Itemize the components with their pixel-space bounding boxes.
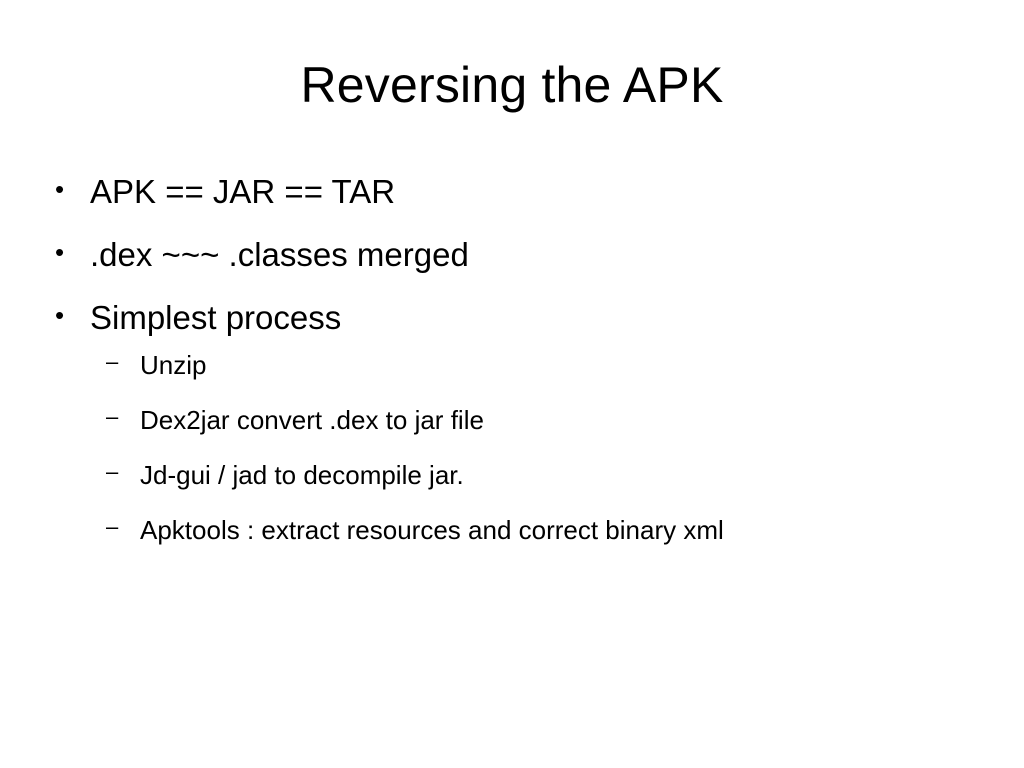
bullet-dash-icon: – [106, 349, 119, 374]
bullet-list-level1 [40, 175, 984, 543]
bullet-marker-icon: • [55, 300, 65, 330]
list-item-label: Apktools : extract resources and correct binary xml [140, 515, 724, 545]
bullet-list-level2 [90, 349, 984, 545]
list-item-label: APK == JAR == TAR [90, 173, 396, 210]
bullet-dash-icon: – [106, 404, 119, 429]
list-item [90, 459, 984, 490]
list-item-label: Dex2jar convert .dex to jar file [140, 405, 484, 435]
page-title: Reversing the APK [300, 57, 724, 113]
list-item-label: .dex ~~~ .classes merged [90, 236, 469, 273]
list-item [40, 175, 984, 208]
bullet-dash-icon: – [106, 514, 119, 539]
bullet-marker-icon: • [55, 174, 65, 204]
list-item [40, 301, 984, 543]
list-item-label: Simplest process [90, 299, 342, 336]
bullet-marker-icon: • [55, 237, 65, 267]
bullet-dash-icon: – [106, 459, 119, 484]
list-item-label: Unzip [140, 350, 207, 380]
list-item [90, 349, 984, 380]
list-item [90, 404, 984, 435]
list-item [40, 238, 984, 271]
slide-body [40, 175, 984, 573]
list-item-label: Jd-gui / jad to decompile jar. [140, 460, 464, 490]
list-item [90, 514, 984, 545]
